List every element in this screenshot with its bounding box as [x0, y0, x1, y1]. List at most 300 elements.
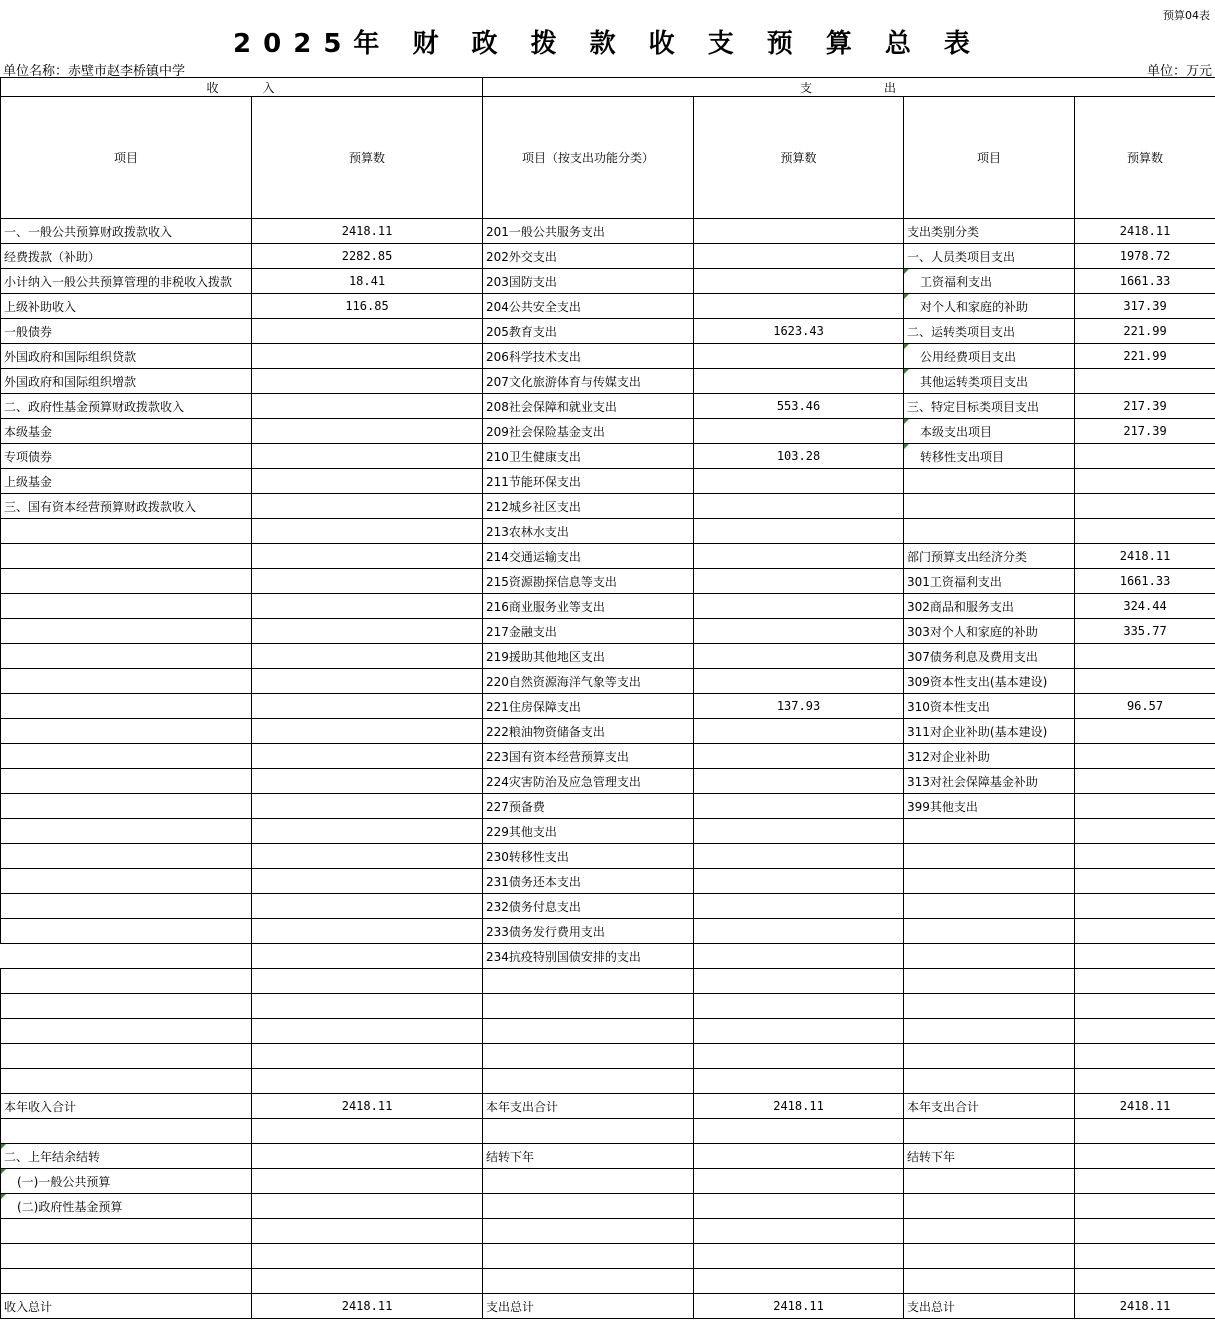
- func-item-cell: 本年支出合计: [483, 1094, 694, 1119]
- econ-item-cell: [904, 519, 1075, 544]
- income-amount-cell: [252, 669, 483, 694]
- econ-amount-cell: 217.39: [1075, 394, 1215, 419]
- func-amount-cell: [694, 1144, 904, 1169]
- table-row: [1, 619, 1215, 644]
- income-amount-cell: [252, 594, 483, 619]
- table-row: [1, 1169, 1215, 1194]
- econ-amount-cell: 1661.33: [1075, 569, 1215, 594]
- econ-amount-cell: [1075, 1194, 1215, 1219]
- table-row: [1, 819, 1215, 844]
- econ-amount-cell: 317.39: [1075, 294, 1215, 319]
- econ-amount-cell: [1075, 1119, 1215, 1144]
- income-amount-cell: [252, 1169, 483, 1194]
- table-row: [1, 744, 1215, 769]
- func-item-cell: 222粮油物资储备支出: [483, 719, 694, 744]
- income-item-cell: [1, 869, 252, 894]
- econ-item-cell: 309资本性支出(基本建设): [904, 669, 1075, 694]
- econ-amount-cell: [1075, 1019, 1215, 1044]
- income-amount-cell: 116.85: [252, 294, 483, 319]
- income-amount-cell: [252, 544, 483, 569]
- income-amount-header: 预算数: [252, 97, 483, 219]
- econ-amount-cell: 221.99: [1075, 344, 1215, 369]
- income-amount-cell: [252, 944, 483, 969]
- income-amount-cell: [252, 819, 483, 844]
- func-item-cell: 209社会保险基金支出: [483, 419, 694, 444]
- func-amount-cell: [694, 1194, 904, 1219]
- func-item-cell: 203国防支出: [483, 269, 694, 294]
- econ-item-cell: [904, 1069, 1075, 1094]
- income-amount-cell: [252, 1119, 483, 1144]
- table-row: [1, 1194, 1215, 1219]
- econ-amount-cell: 221.99: [1075, 319, 1215, 344]
- table-row: [1, 994, 1215, 1019]
- table-row: [1, 319, 1215, 344]
- func-item-cell: 211节能环保支出: [483, 469, 694, 494]
- econ-amount-cell: [1075, 844, 1215, 869]
- func-amount-cell: [694, 1069, 904, 1094]
- econ-amount-cell: [1075, 819, 1215, 844]
- income-amount-cell: [252, 1244, 483, 1269]
- econ-item-cell: 结转下年: [904, 1144, 1075, 1169]
- econ-item-cell: 310资本性支出: [904, 694, 1075, 719]
- econ-amount-cell: 2418.11: [1075, 1294, 1215, 1319]
- func-item-cell: 227预备费: [483, 794, 694, 819]
- income-item-cell: [1, 769, 252, 794]
- table-row: [1, 1144, 1215, 1169]
- func-amount-cell: [694, 969, 904, 994]
- income-amount-cell: [252, 619, 483, 644]
- income-amount-cell: [252, 994, 483, 1019]
- func-amount-cell: [694, 494, 904, 519]
- econ-amount-cell: [1075, 369, 1215, 394]
- table-row: [1, 519, 1215, 544]
- table-row: [1, 569, 1215, 594]
- func-item-cell: 201一般公共服务支出: [483, 219, 694, 244]
- econ-amount-cell: [1075, 1144, 1215, 1169]
- income-amount-cell: [252, 319, 483, 344]
- func-amount-cell: [694, 569, 904, 594]
- table-row: [1, 944, 1215, 969]
- table-row: [1, 644, 1215, 669]
- table-row: [1, 869, 1215, 894]
- func-amount-cell: 553.46: [694, 394, 904, 419]
- econ-item-cell: [904, 1019, 1075, 1044]
- econ-item-cell: 支出总计: [904, 1294, 1075, 1319]
- income-amount-cell: [252, 494, 483, 519]
- econ-item-cell: [904, 894, 1075, 919]
- func-item-cell: [483, 1194, 694, 1219]
- income-amount-cell: [252, 719, 483, 744]
- func-amount-cell: [694, 469, 904, 494]
- func-amount-cell: [694, 794, 904, 819]
- econ-item-cell: 399其他支出: [904, 794, 1075, 819]
- income-amount-cell: [252, 444, 483, 469]
- income-item-cell: 小计纳入一般公共预算管理的非税收入拨款: [1, 269, 252, 294]
- table-row: [1, 1244, 1215, 1269]
- table-row: [1, 494, 1215, 519]
- income-amount-cell: [252, 969, 483, 994]
- table-row: [1, 544, 1215, 569]
- income-item-cell: (一)一般公共预算: [1, 1169, 252, 1194]
- econ-amount-cell: [1075, 669, 1215, 694]
- econ-item-cell: [904, 869, 1075, 894]
- func-amount-cell: [694, 844, 904, 869]
- table-row: [1, 694, 1215, 719]
- table-row: [1, 769, 1215, 794]
- income-item-cell: [1, 1069, 252, 1094]
- econ-amount-header: 预算数: [1075, 97, 1215, 219]
- income-item-cell: [1, 519, 252, 544]
- econ-item-cell: 转移性支出项目: [904, 444, 1075, 469]
- income-amount-cell: [252, 519, 483, 544]
- func-amount-cell: [694, 619, 904, 644]
- income-amount-cell: 18.41: [252, 269, 483, 294]
- income-item-cell: [1, 1119, 252, 1144]
- income-item-cell: 经费拨款（补助）: [1, 244, 252, 269]
- income-item-cell: [1, 794, 252, 819]
- econ-amount-cell: [1075, 469, 1215, 494]
- func-amount-cell: 2418.11: [694, 1094, 904, 1119]
- econ-amount-cell: [1075, 494, 1215, 519]
- econ-amount-cell: 1661.33: [1075, 269, 1215, 294]
- econ-item-cell: 支出类别分类: [904, 219, 1075, 244]
- econ-item-cell: [904, 1219, 1075, 1244]
- econ-item-cell: 部门预算支出经济分类: [904, 544, 1075, 569]
- income-amount-cell: [252, 1219, 483, 1244]
- func-amount-cell: [694, 1219, 904, 1244]
- func-item-cell: 217金融支出: [483, 619, 694, 644]
- econ-item-cell: 其他运转类项目支出: [904, 369, 1075, 394]
- table-row: [1, 669, 1215, 694]
- func-amount-cell: [694, 994, 904, 1019]
- func-amount-cell: [694, 744, 904, 769]
- func-item-header: 项目（按支出功能分类）: [483, 97, 694, 219]
- table-row: [1, 1294, 1215, 1319]
- income-item-header: 项目: [1, 97, 252, 219]
- func-item-cell: [483, 1069, 694, 1094]
- func-amount-header: 预算数: [694, 97, 904, 219]
- econ-item-cell: [904, 494, 1075, 519]
- func-amount-cell: [694, 644, 904, 669]
- func-amount-cell: [694, 669, 904, 694]
- econ-item-header: 项目: [904, 97, 1075, 219]
- econ-amount-cell: 2418.11: [1075, 544, 1215, 569]
- income-amount-cell: [252, 919, 483, 944]
- econ-amount-cell: 2418.11: [1075, 1094, 1215, 1119]
- income-item-cell: [1, 719, 252, 744]
- func-amount-cell: [694, 1244, 904, 1269]
- income-amount-cell: [252, 644, 483, 669]
- income-item-cell: [1, 894, 252, 919]
- econ-item-cell: 公用经费项目支出: [904, 344, 1075, 369]
- func-amount-cell: [694, 519, 904, 544]
- econ-amount-cell: [1075, 1269, 1215, 1294]
- income-item-cell: [1, 619, 252, 644]
- income-item-cell: [1, 669, 252, 694]
- func-item-cell: 212城乡社区支出: [483, 494, 694, 519]
- econ-item-cell: [904, 844, 1075, 869]
- income-item-cell: [1, 569, 252, 594]
- func-item-cell: 223国有资本经营预算支出: [483, 744, 694, 769]
- table-row: [1, 969, 1215, 994]
- func-amount-cell: [694, 1119, 904, 1144]
- func-amount-cell: [694, 769, 904, 794]
- econ-amount-cell: 1978.72: [1075, 244, 1215, 269]
- income-item-cell: [1, 544, 252, 569]
- income-item-cell: [1, 919, 252, 944]
- func-amount-cell: [694, 344, 904, 369]
- func-item-cell: 207文化旅游体育与传媒支出: [483, 369, 694, 394]
- econ-item-cell: 对个人和家庭的补助: [904, 294, 1075, 319]
- func-amount-cell: [694, 269, 904, 294]
- econ-item-cell: 303对个人和家庭的补助: [904, 619, 1075, 644]
- func-item-cell: 支出总计: [483, 1294, 694, 1319]
- income-amount-cell: [252, 894, 483, 919]
- income-amount-cell: [252, 694, 483, 719]
- table-row: [1, 394, 1215, 419]
- func-item-cell: 232债务付息支出: [483, 894, 694, 919]
- func-item-cell: [483, 1244, 694, 1269]
- expense-section-header: 支 出: [483, 78, 1215, 97]
- econ-item-cell: 302商品和服务支出: [904, 594, 1075, 619]
- econ-amount-cell: [1075, 919, 1215, 944]
- income-item-cell: 收入总计: [1, 1294, 252, 1319]
- table-row: [1, 469, 1215, 494]
- table-row: [1, 269, 1215, 294]
- econ-amount-cell: [1075, 1219, 1215, 1244]
- econ-item-cell: [904, 1269, 1075, 1294]
- econ-item-cell: 307债务利息及费用支出: [904, 644, 1075, 669]
- income-amount-cell: [252, 869, 483, 894]
- income-item-cell: 一般债券: [1, 319, 252, 344]
- income-item-cell: [1, 1244, 252, 1269]
- func-amount-cell: [694, 544, 904, 569]
- table-row: [1, 794, 1215, 819]
- table-row: [1, 244, 1215, 269]
- econ-item-cell: [904, 994, 1075, 1019]
- func-item-cell: 224灾害防治及应急管理支出: [483, 769, 694, 794]
- func-item-cell: 213农林水支出: [483, 519, 694, 544]
- econ-item-cell: 311对企业补助(基本建设): [904, 719, 1075, 744]
- econ-item-cell: [904, 1194, 1075, 1219]
- income-amount-cell: [252, 569, 483, 594]
- func-amount-cell: 2418.11: [694, 1294, 904, 1319]
- income-item-cell: 上级基金: [1, 469, 252, 494]
- table-row: [1, 419, 1215, 444]
- income-amount-cell: [252, 1269, 483, 1294]
- econ-amount-cell: [1075, 719, 1215, 744]
- func-item-cell: 结转下年: [483, 1144, 694, 1169]
- budget-table: [0, 77, 1215, 1319]
- econ-item-cell: [904, 1169, 1075, 1194]
- econ-item-cell: [904, 1244, 1075, 1269]
- econ-item-cell: 二、运转类项目支出: [904, 319, 1075, 344]
- func-item-cell: [483, 1219, 694, 1244]
- income-item-cell: 外国政府和国际组织增款: [1, 369, 252, 394]
- income-item-cell: [1, 844, 252, 869]
- func-amount-cell: [694, 244, 904, 269]
- table-row: [1, 1019, 1215, 1044]
- income-amount-cell: 2418.11: [252, 1294, 483, 1319]
- income-item-cell: [1, 994, 252, 1019]
- income-amount-cell: [252, 1019, 483, 1044]
- econ-item-cell: 工资福利支出: [904, 269, 1075, 294]
- table-row: [1, 1269, 1215, 1294]
- econ-item-cell: 本年支出合计: [904, 1094, 1075, 1119]
- income-item-cell: 上级补助收入: [1, 294, 252, 319]
- table-row: [1, 344, 1215, 369]
- table-row: [1, 919, 1215, 944]
- econ-amount-cell: [1075, 894, 1215, 919]
- income-amount-cell: [252, 1069, 483, 1094]
- income-amount-cell: [252, 769, 483, 794]
- income-item-cell: [1, 1019, 252, 1044]
- income-item-cell: [1, 594, 252, 619]
- income-item-cell: 二、政府性基金预算财政拨款收入: [1, 394, 252, 419]
- econ-amount-cell: [1075, 969, 1215, 994]
- income-item-cell: [1, 819, 252, 844]
- table-row: [1, 294, 1215, 319]
- econ-amount-cell: [1075, 769, 1215, 794]
- econ-item-cell: 313对社会保障基金补助: [904, 769, 1075, 794]
- unit-name: 单位名称：赤壁市赵李桥镇中学: [3, 64, 186, 79]
- econ-amount-cell: [1075, 994, 1215, 1019]
- income-item-cell: [1, 1219, 252, 1244]
- table-row: [1, 219, 1215, 244]
- income-amount-cell: [252, 394, 483, 419]
- table-row: [1, 444, 1215, 469]
- econ-item-cell: 301工资福利支出: [904, 569, 1075, 594]
- income-amount-cell: [252, 419, 483, 444]
- income-amount-cell: [252, 469, 483, 494]
- econ-amount-cell: [1075, 644, 1215, 669]
- income-amount-cell: [252, 1194, 483, 1219]
- func-amount-cell: 137.93: [694, 694, 904, 719]
- func-amount-cell: [694, 369, 904, 394]
- func-item-cell: [483, 994, 694, 1019]
- income-section-header: 收 入: [1, 78, 483, 97]
- unit-label: 单位：万元: [1146, 64, 1212, 79]
- func-amount-cell: [694, 419, 904, 444]
- func-amount-cell: [694, 1019, 904, 1044]
- econ-item-cell: [904, 469, 1075, 494]
- func-item-cell: 208社会保障和就业支出: [483, 394, 694, 419]
- func-item-cell: [483, 1019, 694, 1044]
- econ-item-cell: [904, 819, 1075, 844]
- econ-amount-cell: [1075, 1244, 1215, 1269]
- func-amount-cell: [694, 719, 904, 744]
- income-amount-cell: [252, 744, 483, 769]
- func-item-cell: [483, 1044, 694, 1069]
- func-item-cell: 230转移性支出: [483, 844, 694, 869]
- func-item-cell: [483, 1269, 694, 1294]
- econ-amount-cell: 217.39: [1075, 419, 1215, 444]
- func-item-cell: 205教育支出: [483, 319, 694, 344]
- econ-item-cell: [904, 1044, 1075, 1069]
- table-row: [1, 369, 1215, 394]
- income-item-cell: 一、一般公共预算财政拨款收入: [1, 219, 252, 244]
- econ-amount-cell: 2418.11: [1075, 219, 1215, 244]
- income-item-cell: [1, 694, 252, 719]
- func-amount-cell: [694, 869, 904, 894]
- income-item-cell: [1, 1269, 252, 1294]
- func-item-cell: 215资源勘探信息等支出: [483, 569, 694, 594]
- func-item-cell: 210卫生健康支出: [483, 444, 694, 469]
- income-item-cell: (二)政府性基金预算: [1, 1194, 252, 1219]
- func-amount-cell: [694, 594, 904, 619]
- income-amount-cell: 2418.11: [252, 1094, 483, 1119]
- income-item-cell: 专项债券: [1, 444, 252, 469]
- func-item-cell: 233债务发行费用支出: [483, 919, 694, 944]
- func-item-cell: 231债务还本支出: [483, 869, 694, 894]
- econ-amount-cell: [1075, 944, 1215, 969]
- income-item-cell: [1, 969, 252, 994]
- func-item-cell: 229其他支出: [483, 819, 694, 844]
- table-row: [1, 844, 1215, 869]
- income-amount-cell: [252, 1144, 483, 1169]
- income-amount-cell: 2282.85: [252, 244, 483, 269]
- income-amount-cell: [252, 344, 483, 369]
- func-amount-cell: 103.28: [694, 444, 904, 469]
- econ-item-cell: 本级支出项目: [904, 419, 1075, 444]
- func-amount-cell: [694, 894, 904, 919]
- func-item-cell: 220自然资源海洋气象等支出: [483, 669, 694, 694]
- func-item-cell: 204公共安全支出: [483, 294, 694, 319]
- table-row: [1, 1119, 1215, 1144]
- table-row: [1, 1094, 1215, 1119]
- form-number: 预算04表: [1163, 9, 1210, 22]
- econ-item-cell: [904, 919, 1075, 944]
- econ-amount-cell: [1075, 794, 1215, 819]
- func-amount-cell: [694, 819, 904, 844]
- income-item-cell: [1, 744, 252, 769]
- func-item-cell: 234抗疫特别国债安排的支出: [483, 944, 694, 969]
- econ-item-cell: [904, 1119, 1075, 1144]
- econ-amount-cell: 324.44: [1075, 594, 1215, 619]
- econ-amount-cell: [1075, 869, 1215, 894]
- econ-amount-cell: 96.57: [1075, 694, 1215, 719]
- func-item-cell: 206科学技术支出: [483, 344, 694, 369]
- income-item-cell: 二、上年结余结转: [1, 1144, 252, 1169]
- func-item-cell: 214交通运输支出: [483, 544, 694, 569]
- func-item-cell: [483, 969, 694, 994]
- econ-amount-cell: 335.77: [1075, 619, 1215, 644]
- income-item-cell: 本级基金: [1, 419, 252, 444]
- income-item-cell: 三、国有资本经营预算财政拨款收入: [1, 494, 252, 519]
- func-item-cell: 221住房保障支出: [483, 694, 694, 719]
- income-amount-cell: 2418.11: [252, 219, 483, 244]
- func-item-cell: [483, 1169, 694, 1194]
- econ-item-cell: 三、特定目标类项目支出: [904, 394, 1075, 419]
- econ-item-cell: [904, 944, 1075, 969]
- func-amount-cell: [694, 944, 904, 969]
- income-amount-cell: [252, 794, 483, 819]
- table-row: [1, 1069, 1215, 1094]
- func-item-cell: 216商业服务业等支出: [483, 594, 694, 619]
- econ-amount-cell: [1075, 1044, 1215, 1069]
- income-item-cell: 外国政府和国际组织贷款: [1, 344, 252, 369]
- table-row: [1, 594, 1215, 619]
- econ-item-cell: 312对企业补助: [904, 744, 1075, 769]
- income-item-cell: [1, 1044, 252, 1069]
- func-amount-cell: [694, 1169, 904, 1194]
- page-title: 2025年 财 政 拨 款 收 支 预 算 总 表: [233, 29, 982, 59]
- econ-amount-cell: [1075, 744, 1215, 769]
- table-row: [1, 1044, 1215, 1069]
- econ-amount-cell: [1075, 1169, 1215, 1194]
- func-amount-cell: 1623.43: [694, 319, 904, 344]
- income-item-cell: [1, 644, 252, 669]
